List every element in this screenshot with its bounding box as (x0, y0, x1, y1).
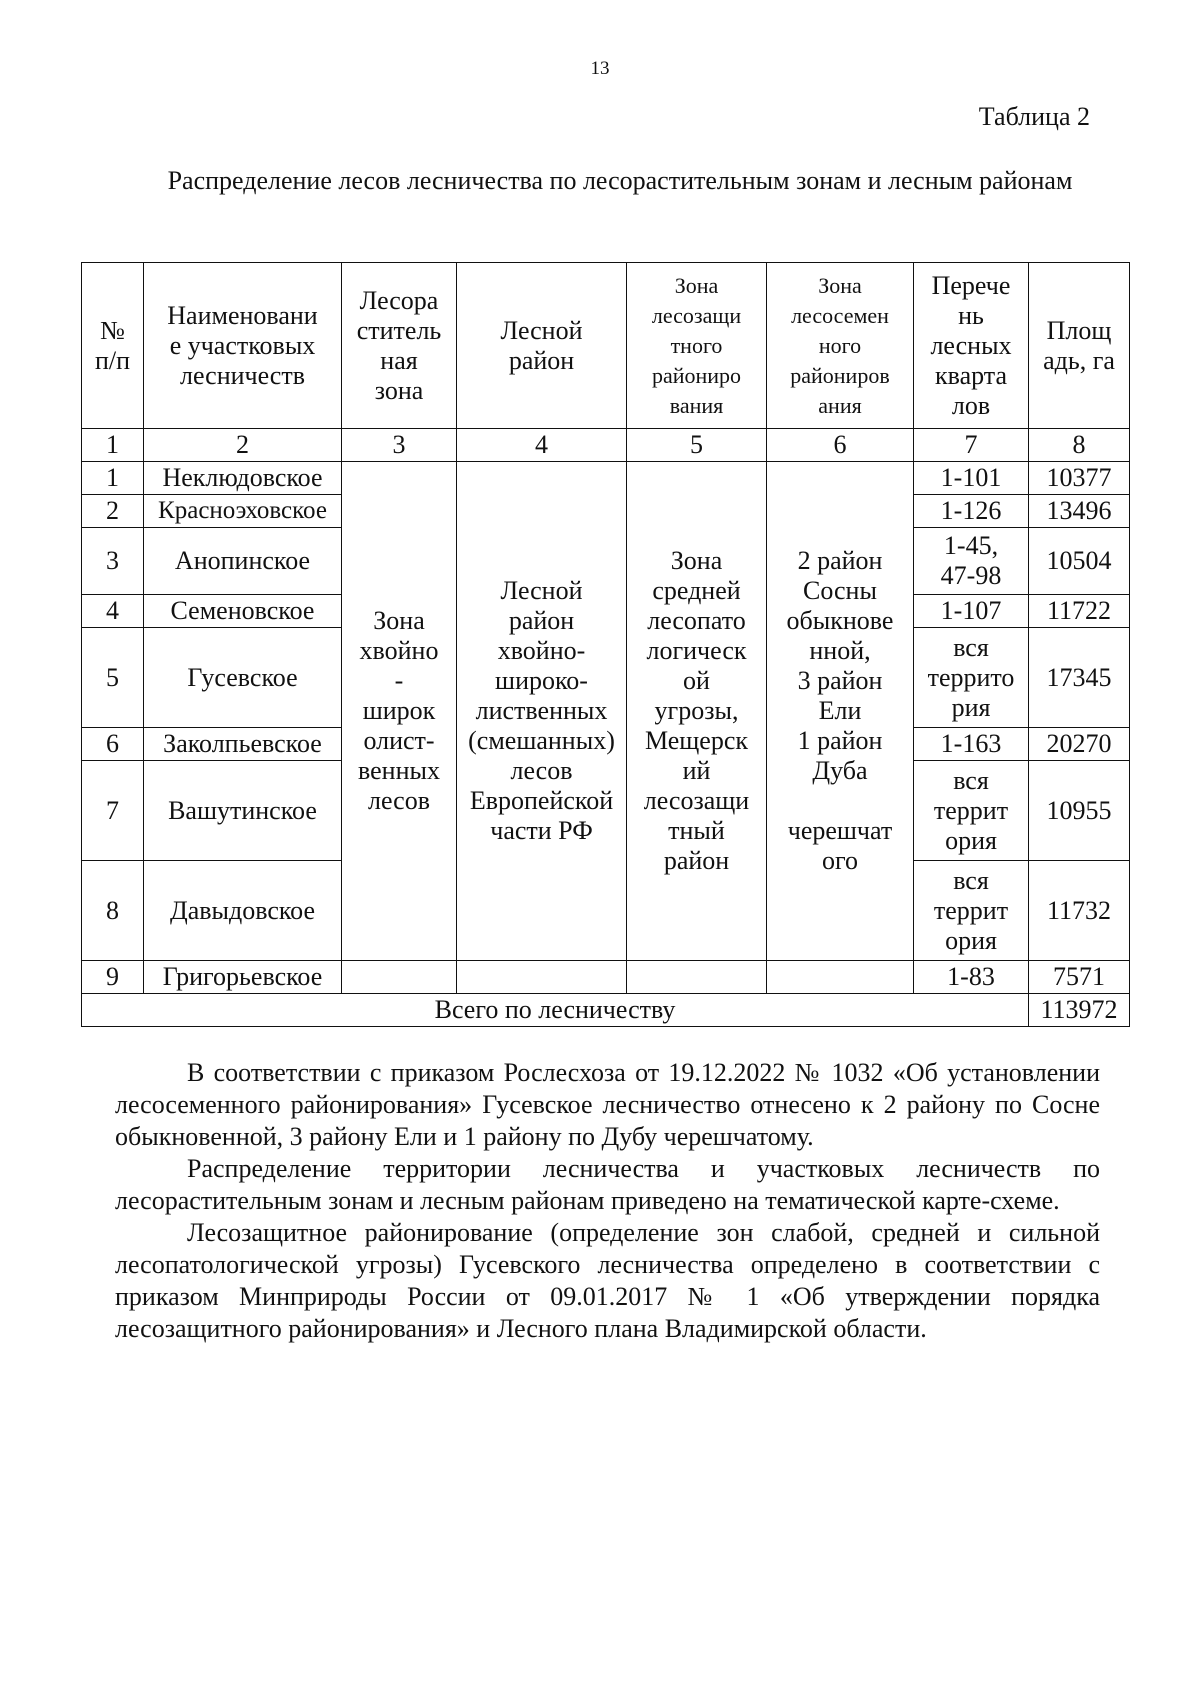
paragraph: Распределение территории лесничества и участковых лесничеств по лесорастительным зонам и лесным районам приведено на тематической карте-схеме. (115, 1154, 1100, 1215)
row-area: 11732 (1029, 861, 1130, 961)
row-name: Анопинское (144, 528, 342, 595)
row-area: 20270 (1029, 728, 1130, 761)
empty-cell (457, 961, 627, 994)
merged-protection-zone: Зона средней лесопато логическ ой угрозы, Мещерск ий лесозащи тный район (627, 462, 767, 961)
row-area: 7571 (1029, 961, 1130, 994)
row-name: Красноэховское (144, 495, 342, 528)
total-value: 113972 (1029, 994, 1130, 1027)
column-number: 5 (627, 429, 767, 462)
row-name: Гусевское (144, 628, 342, 728)
header-cell-forest-region: Лесной район (457, 263, 627, 429)
row-area: 17345 (1029, 628, 1130, 728)
row-quarters: вся террит ория (914, 761, 1029, 861)
row-quarters: 1-45, 47-98 (914, 528, 1029, 595)
header-cell-seed-zone: Зона лесосемен ного райониров ания (767, 263, 914, 429)
row-num: 5 (82, 628, 144, 728)
row-name: Неклюдовское (144, 462, 342, 495)
paragraph: В соответствии с приказом Рослесхоза от 19.12.2022 № 1032 «Об установлении лесосеменного районирования» Гусевское лесничество отнесено к 2 району по Сосне обыкновенной, 3 району Ели и 1 району по Дубу черешчатому. (115, 1058, 1100, 1151)
row-name: Вашутинское (144, 761, 342, 861)
row-num: 7 (82, 761, 144, 861)
row-quarters: вся террит ория (914, 861, 1029, 961)
empty-cell (767, 961, 914, 994)
forest-distribution-table (81, 262, 1130, 1027)
paragraph: Лесозащитное районирование (определение зон слабой, средней и сильной лесопатологической угрозы) Гусевского лесничества определено в соответствии с приказом Минприроды России от 09.01.2017 № 1 «Об утверждении порядка лесозащитного районирования» и Лесного плана Владимирской области. (115, 1218, 1100, 1343)
row-quarters: 1-107 (914, 595, 1029, 628)
table-title: Распределение лесов лесничества по лесорастительным зонам и лесным районам (167, 166, 1073, 195)
column-number: 8 (1029, 429, 1130, 462)
merged-forest-region: Лесной район хвойно- широко- лиственных (смешанных) лесов Европейской части РФ (457, 462, 627, 961)
header-cell-protection-zone: Зона лесозащи тного райониро вания (627, 263, 767, 429)
column-number: 6 (767, 429, 914, 462)
page-number: 13 (590, 58, 610, 79)
row-area: 13496 (1029, 495, 1130, 528)
column-number: 3 (342, 429, 457, 462)
row-name: Григорьевское (144, 961, 342, 994)
row-num: 9 (82, 961, 144, 994)
row-quarters: 1-163 (914, 728, 1029, 761)
column-number: 1 (82, 429, 144, 462)
column-number-row (82, 429, 1130, 462)
row-num: 1 (82, 462, 144, 495)
row-num: 8 (82, 861, 144, 961)
row-num: 2 (82, 495, 144, 528)
row-name: Семеновское (144, 595, 342, 628)
header-cell-name: Наименовани е участковых лесничеств (144, 263, 342, 429)
column-number: 2 (144, 429, 342, 462)
row-area: 10377 (1029, 462, 1130, 495)
header-cell-num: № п/п (82, 263, 144, 429)
row-area: 10504 (1029, 528, 1130, 595)
row-quarters: 1-126 (914, 495, 1029, 528)
row-name: Давыдовское (144, 861, 342, 961)
merged-seed-zone: 2 район Сосны обыкнове нной, 3 район Ели 1 район Дуба черешчат ого (767, 462, 914, 961)
column-number: 4 (457, 429, 627, 462)
header-cell-area: Площ адь, га (1029, 263, 1130, 429)
row-area: 11722 (1029, 595, 1130, 628)
row-num: 6 (82, 728, 144, 761)
row-num: 4 (82, 595, 144, 628)
header-cell-quarters: Перече нь лесных кварта лов (914, 263, 1029, 429)
body-text (115, 1057, 1100, 1345)
empty-cell (627, 961, 767, 994)
table-row (82, 462, 1130, 495)
column-number: 7 (914, 429, 1029, 462)
total-label: Всего по лесничеству (82, 994, 1029, 1027)
row-quarters: 1-83 (914, 961, 1029, 994)
row-area: 10955 (1029, 761, 1130, 861)
table-label: Таблица 2 (978, 102, 1090, 131)
empty-cell (342, 961, 457, 994)
table-row (82, 961, 1130, 994)
total-row (82, 994, 1130, 1027)
row-num: 3 (82, 528, 144, 595)
header-cell-forest-zone: Лесора ститель ная зона (342, 263, 457, 429)
row-name: Заколпьевское (144, 728, 342, 761)
merged-forest-zone: Зона хвойно - широк олист- венных лесов (342, 462, 457, 961)
row-quarters: 1-101 (914, 462, 1029, 495)
row-quarters: вся террито рия (914, 628, 1029, 728)
